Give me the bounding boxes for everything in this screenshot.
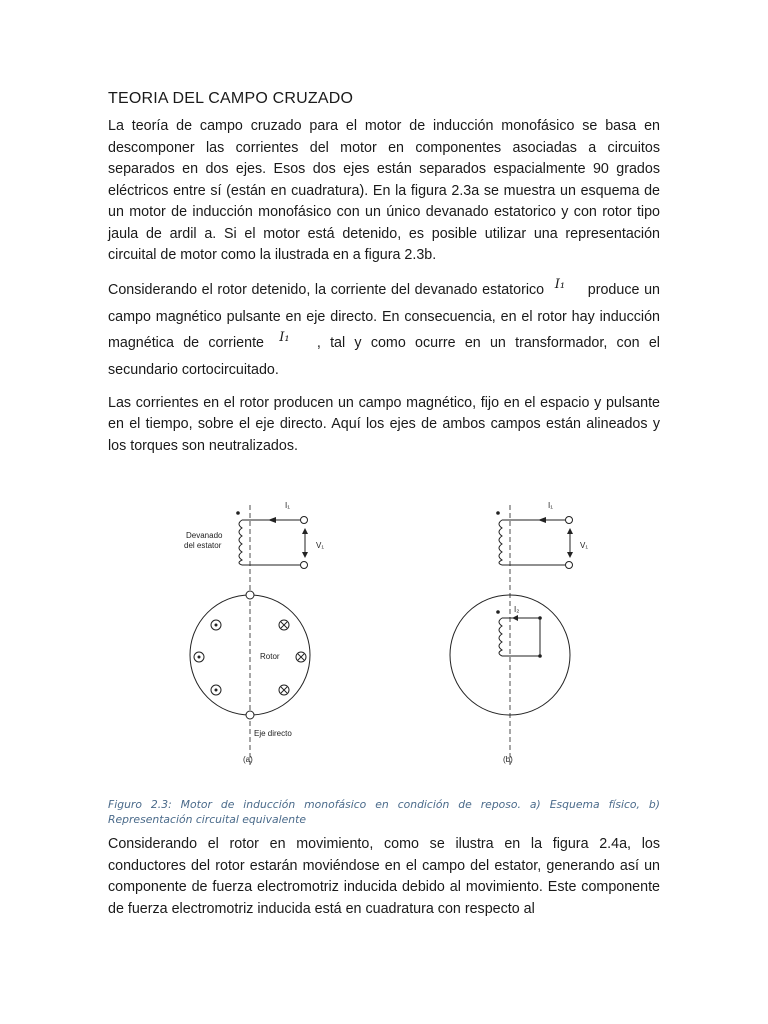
page-body <box>108 90 660 467</box>
paragraph-4: Considerando el rotor en movimiento, como se ilustra en la figura 2.4a, los conductores del rotor estarán moviéndose en el campo del estator, generando así un componente de fuerza electromotriz inducida debido al movimiento. Este componente de fuerza electromotriz inducida está en cuadratura con respecto al <box>108 836 660 917</box>
motor-figure <box>150 490 610 780</box>
rotor-circuit-b <box>499 618 540 656</box>
label-rotor: Rotor <box>260 652 280 661</box>
paragraph-1: La teoría de campo cruzado para el motor de inducción monofásico se basa en descomponer las corrientes del motor en componentes asociadas a circuitos separados en dos ejes. Esos dos ejes están separados espacialmente 90 grados eléctricos entre sí (están en cuadratura). En la figura 2.3a se muestra un esquema de un motor de inducción monofásico con un único devanado estatorico y con rotor tipo jaula de ardil a. Si el motor está detenido, es posible utilizar una representación circuital de motor como la ilustrada en a figura 2.3b. <box>108 118 660 263</box>
page-title: TEORIA DEL CAMPO CRUZADO <box>108 90 354 107</box>
label-i2-b: I₂ <box>514 605 520 614</box>
label-sub-a: (a) <box>243 755 253 764</box>
label-eje-directo: Eje directo <box>254 729 292 738</box>
label-v1-b: V₁ <box>580 541 589 550</box>
page-body-continued <box>108 834 660 930</box>
paragraph-2-text-b: produce un campo magnético pulsante en eje directo. En consecuencia, en el rotor hay inducción magnética de corriente <box>108 281 660 351</box>
label-sub-b: (b) <box>503 755 513 764</box>
current-variable: I₁ <box>554 276 566 292</box>
stator-circuit-a <box>239 517 308 569</box>
paragraph-2 <box>108 277 660 383</box>
label-i1-a: I₁ <box>285 501 290 510</box>
label-i1-b: I₁ <box>548 501 553 510</box>
label-devanado: Devanado <box>186 531 223 540</box>
current-variable: I₁ <box>279 329 290 345</box>
paragraph-3: Las corrientes en el rotor producen un campo magnético, fijo en el espacio y pulsante en el tiempo, sobre el eje directo. Aquí los ejes de ambos campos están alineados y los torques son neutralizados. <box>108 394 660 454</box>
label-v1-a: V₁ <box>316 541 325 550</box>
figure-caption: Figuro 2.3: Motor de inducción monofásico en condición de reposo. a) Esquema físico, b) Representación circuital equivalente <box>108 798 660 826</box>
label-del-estator: del estator <box>184 541 222 550</box>
paragraph-2-text-c: , tal y como ocurre en un transformador, con el secundario cortocircuitado. <box>108 334 660 378</box>
paragraph-2-text-a: Considerando el rotor detenido, la corriente del devanado estatorico <box>108 281 545 298</box>
